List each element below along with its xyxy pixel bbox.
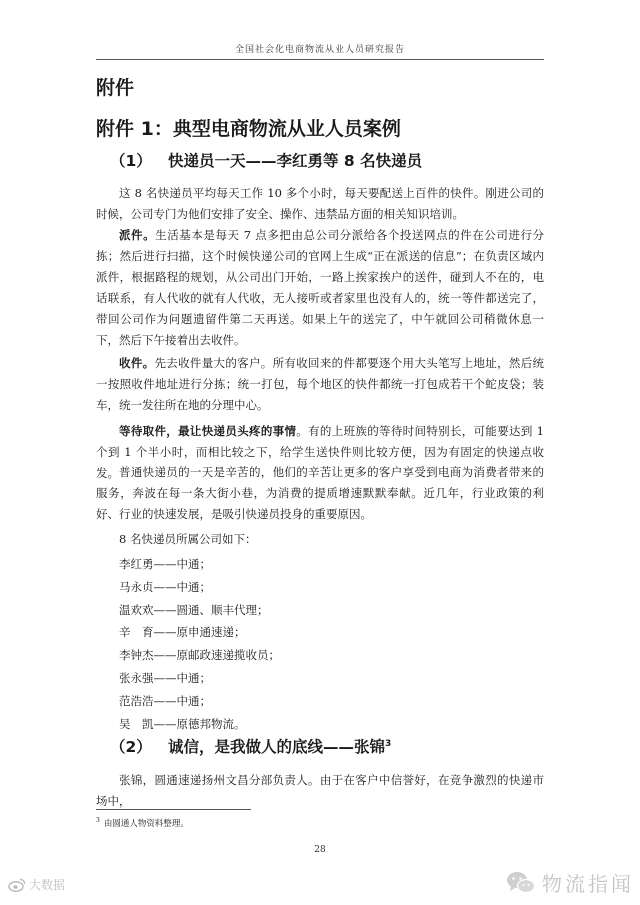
list-item: 温欢欢——圆通、顺丰代理； (119, 602, 269, 617)
case1-title: 快递员一天——李红勇等 8 名快递员 (168, 152, 423, 170)
footnote-text: 由圆通人物资料整理。 (103, 819, 189, 829)
wechat-logo-icon (506, 871, 536, 895)
footnote-rule (96, 809, 251, 810)
dispatch-paragraph (96, 225, 544, 351)
wait-text: 。有的上班族的等待时间特别长，可能要达到 1 个到 1 个半小时，而相比较之下，给学生送快件则比较方便，因为有固定的快递点收发。 (96, 424, 544, 480)
appendix-heading: 附件 (96, 77, 135, 99)
left-watermark (8, 876, 65, 893)
case1-number: （1） (110, 152, 152, 170)
page-number: 28 (314, 845, 326, 855)
footnote-marker: 3 (96, 817, 100, 825)
footnote (96, 817, 189, 829)
collect-paragraph (96, 353, 544, 416)
case2-number: （2） (110, 738, 152, 756)
header-rule (96, 59, 544, 60)
case2-footnote-ref: 3 (385, 738, 392, 749)
zhangjin-paragraph: 张锦，圆通速递扬州文昌分部负责人。由于在客户中信誉好，在竞争激烈的快递市场中， (96, 773, 544, 808)
weibo-logo-icon (8, 878, 26, 892)
left-watermark-text: 大数据 (29, 878, 66, 892)
collect-text: 先去收件量大的客户。所有收回来的件都要逐个用大头笔写上地址，然后统一按照收件地址进行分拣；统一打包，每个地区的快件都统一打包成若干个蛇皮袋；装车，统一发往所在地的分理中心。 (96, 356, 545, 412)
list-item: 马永贞——中通； (119, 579, 211, 594)
case2-title: 诚信，是我做人的底线——张锦 (168, 738, 386, 756)
case1-heading (96, 149, 422, 171)
list-item: 辛 育——原申通速递； (119, 625, 246, 640)
list-item: 李钟杰——原邮政速递揽收员； (119, 648, 280, 663)
right-watermark-text: 物流指闻 (542, 872, 634, 896)
intro-paragraph: 这 8 名快递员平均每天工作 10 多个小时，每天要配送上百件的快件。刚进公司的时候，公司专门为他们安排了安全、操作、违禁品方面的相关知识培训。 (96, 186, 544, 221)
courier-list (119, 553, 280, 735)
dispatch-text: 生活基本是每天 7 点多把由总公司分派给各个投送网点的件在公司进行分拣；然后进行扫描，这个时候快递公司的官网上生成“正在派送的信息”；在负责区域内派件，根据路程的规划，从公司出门开始，一路上挨家挨户的送件，碰到人不在的，电话联系，有人代收的就有人代收，无人接听或者家里也没有人的，统一等件都送完了，带回公司作为问题遗留件第二天再送。如果上午的送完了，中午就回公司稍微休息一下，然后下午接着出去收件。 (96, 228, 545, 347)
companies-intro: 8 名快递员所属公司如下： (119, 532, 257, 546)
wait-label: 等待取件，最让快递员头疼的事情 (119, 424, 297, 438)
list-item: 张永强——中通； (119, 670, 211, 685)
list-item: 吴 凯——原德邦物流。 (119, 716, 246, 731)
dispatch-label: 派件。 (119, 228, 156, 242)
appendix1-heading: 附件 1：典型电商物流从业人员案例 (96, 118, 401, 140)
right-watermark (506, 868, 634, 897)
ordinary-paragraph: 普通快递员的一天是辛苦的，他们的辛苦让更多的客户享受到电商为消费者带来的服务，奔波在每一条大街小巷，为消费的提质增速默默奉献。近几年，行业政策的利好、行业的快速发展，是吸引快递员投身的重要原因。 (96, 465, 544, 521)
collect-label: 收件。 (119, 356, 155, 370)
list-item: 李红勇——中通； (119, 557, 211, 571)
running-header: 全国社会化电商物流从业人员研究报告 (234, 45, 405, 55)
case2-heading (96, 735, 391, 757)
list-item: 范浩浩——中通； (119, 693, 211, 708)
